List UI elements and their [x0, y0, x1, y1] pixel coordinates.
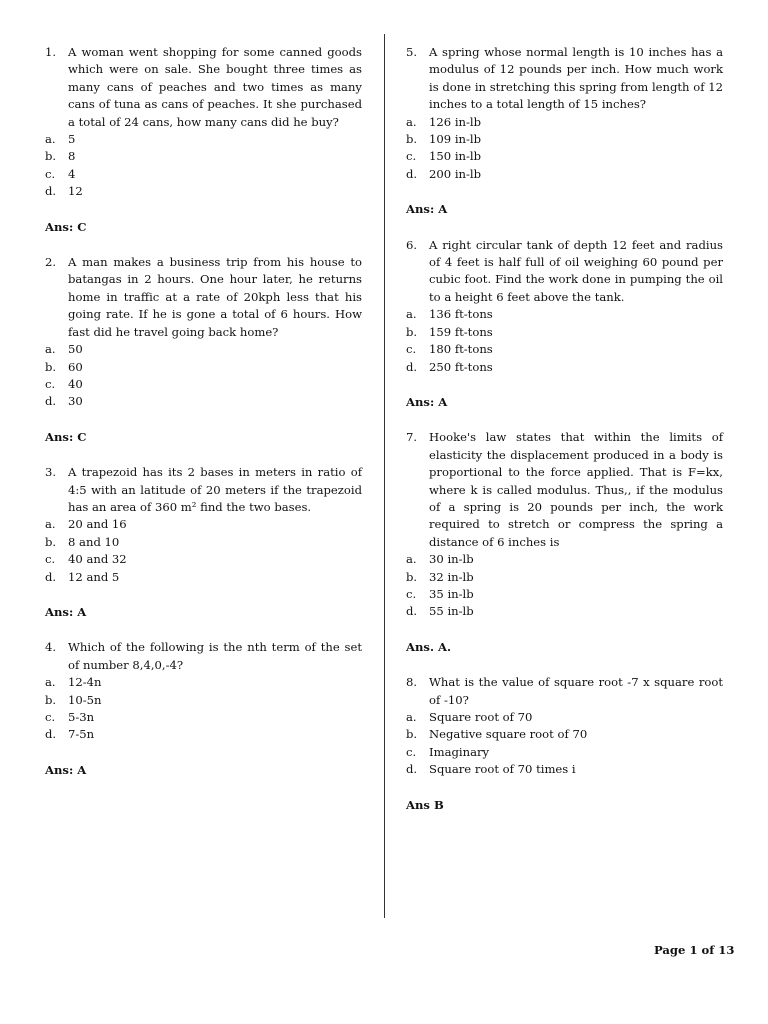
- question-row: [406, 674, 723, 709]
- question-number: 7.: [406, 430, 418, 445]
- question-number: 2.: [45, 255, 57, 270]
- answer-option: [406, 569, 723, 586]
- question-text: A right circular tank of depth 12 feet and radius of 4 feet is half full of oil weighing 60 pound per cubic foot. Find the work done in pumping the oil to a height 6 feet above the tank.: [429, 237, 723, 304]
- option-text: 159 ft-tons: [429, 324, 493, 339]
- option-letter: d.: [406, 604, 418, 619]
- question-item: [406, 429, 723, 656]
- option-letter: a.: [406, 114, 417, 129]
- question-row: [406, 44, 723, 114]
- option-letter: c.: [45, 376, 56, 391]
- answer-option: [406, 359, 723, 376]
- answer-key: Ans. A.: [406, 639, 452, 654]
- answer-option: [406, 114, 723, 131]
- option-text: 60: [68, 359, 83, 374]
- right-column: [406, 44, 723, 832]
- question-row: [45, 254, 362, 341]
- option-text: 180 ft-tons: [429, 342, 493, 357]
- left-column: [45, 44, 362, 797]
- answer-option: [406, 586, 723, 603]
- option-text: 250 ft-tons: [429, 359, 493, 374]
- answer-option: [45, 551, 362, 568]
- question-row: [406, 237, 723, 307]
- option-letter: a.: [45, 517, 56, 532]
- option-letter: a.: [45, 132, 56, 147]
- answer-option: [406, 324, 723, 341]
- option-text: 5-3n: [68, 710, 95, 724]
- question-item: [406, 674, 723, 814]
- answer-key: Ans: A: [406, 394, 448, 409]
- question-text: Hooke's law states that within the limits of elasticity the displacement produced in a body is proportional to the force applied. That is F=kx, where k is called modulus. Thus,, if the modulus of a spring is 20 pounds per inch, the work required to stretch or compress the spring a distance of 6 inches is: [429, 430, 723, 549]
- option-letter: c.: [45, 166, 56, 181]
- option-text: Imaginary: [429, 744, 490, 759]
- option-letter: c.: [45, 710, 56, 724]
- option-text: 12-4n: [68, 675, 102, 690]
- question-text: Which of the following is the nth term of the set of number 8,4,0,-4?: [68, 640, 362, 672]
- answer-option: [45, 726, 362, 743]
- option-text: 32 in-lb: [429, 569, 474, 584]
- question-text: A woman went shopping for some canned goods which were on sale. She bought three times as many cans of peaches and two times as many cans of tuna as cans of peaches. It she purchased a total of 24 cans, how many cans did he buy?: [68, 45, 362, 129]
- answer-option: [45, 341, 362, 358]
- option-text: 30 in-lb: [429, 552, 474, 567]
- option-text: 20 and 16: [68, 517, 127, 532]
- option-letter: d.: [45, 727, 57, 742]
- question-number: 5.: [406, 45, 418, 59]
- option-text: 40 and 32: [68, 552, 127, 567]
- answer-option: [406, 551, 723, 568]
- option-letter: a.: [406, 307, 417, 322]
- option-letter: c.: [406, 744, 417, 759]
- question-item: [406, 237, 723, 412]
- option-letter: b.: [406, 324, 418, 339]
- question-item: [45, 639, 362, 779]
- answer-option: [406, 131, 723, 148]
- option-letter: d.: [45, 394, 57, 409]
- answer-option: [406, 709, 723, 726]
- answer-option: [406, 744, 723, 761]
- option-text: 30: [68, 394, 83, 409]
- answer-option: [406, 306, 723, 323]
- option-text: Square root of 70 times i: [429, 762, 576, 777]
- option-letter: b.: [406, 132, 418, 147]
- answer-option: [406, 726, 723, 743]
- answer-option: [45, 166, 362, 183]
- answer-key: Ans: A: [45, 604, 87, 619]
- question-number: 1.: [45, 45, 57, 59]
- option-letter: b.: [45, 359, 57, 374]
- option-text: 50: [68, 342, 83, 357]
- question-row: [45, 639, 362, 674]
- question-text: What is the value of square root -7 x square root of -10?: [429, 675, 723, 707]
- option-letter: b.: [45, 149, 57, 164]
- option-letter: b.: [45, 692, 57, 707]
- option-text: 200 in-lb: [429, 166, 482, 181]
- option-letter: a.: [406, 710, 417, 724]
- answer-option: [45, 534, 362, 551]
- answer-option: [45, 516, 362, 533]
- option-letter: b.: [406, 569, 418, 584]
- answer-key: Ans B: [406, 797, 444, 812]
- option-text: 10-5n: [68, 692, 102, 707]
- answer-option: [45, 359, 362, 376]
- option-text: 109 in-lb: [429, 132, 482, 147]
- question-number: 4.: [45, 640, 57, 655]
- option-letter: a.: [45, 675, 56, 690]
- answer-key: Ans: C: [45, 219, 87, 234]
- answer-option: [45, 183, 362, 200]
- question-text: A spring whose normal length is 10 inches has a modulus of 12 pounds per inch. How much work is done in stretching this spring from length of 12 inches to a total length of 15 inches?: [429, 45, 723, 112]
- question-number: 3.: [45, 465, 57, 480]
- option-letter: b.: [45, 534, 57, 549]
- option-text: 7-5n: [68, 727, 95, 742]
- question-item: [45, 254, 362, 446]
- answer-option: [45, 569, 362, 586]
- question-item: [45, 464, 362, 621]
- option-letter: c.: [406, 149, 417, 164]
- option-text: 8: [68, 149, 76, 164]
- option-letter: d.: [45, 569, 57, 584]
- answer-key: Ans: A: [45, 762, 87, 777]
- answer-key: Ans: C: [45, 429, 87, 444]
- answer-key: Ans: A: [406, 202, 448, 217]
- answer-option: [45, 148, 362, 165]
- option-letter: d.: [406, 166, 418, 181]
- answer-option: [45, 692, 362, 709]
- answer-option: [406, 761, 723, 778]
- option-letter: b.: [406, 727, 418, 742]
- option-text: 40: [68, 376, 83, 391]
- question-item: [45, 44, 362, 236]
- column-divider: [384, 34, 385, 918]
- option-text: 126 in-lb: [429, 114, 482, 129]
- option-text: Negative square root of 70: [429, 727, 588, 742]
- option-text: 12: [68, 184, 83, 199]
- option-text: Square root of 70: [429, 710, 533, 724]
- answer-option: [406, 148, 723, 165]
- answer-option: [406, 341, 723, 358]
- option-text: 35 in-lb: [429, 586, 474, 601]
- option-letter: d.: [406, 762, 418, 777]
- answer-option: [406, 166, 723, 183]
- option-letter: c.: [406, 586, 417, 601]
- answer-option: [45, 376, 362, 393]
- question-row: [45, 464, 362, 516]
- question-number: 6.: [406, 237, 418, 252]
- option-letter: c.: [406, 342, 417, 357]
- option-letter: a.: [45, 342, 56, 357]
- option-text: 12 and 5: [68, 569, 120, 584]
- answer-option: [45, 393, 362, 410]
- option-text: 8 and 10: [68, 534, 120, 549]
- question-text: A man makes a business trip from his house to batangas in 2 hours. One hour later, he returns home in traffic at a rate of 20kph less that his going rate. If he is gone a total of 6 hours. How fast did he travel going back home?: [68, 255, 362, 339]
- question-item: [406, 44, 723, 219]
- answer-option: [45, 131, 362, 148]
- answer-option: [45, 674, 362, 691]
- option-letter: d.: [406, 359, 418, 374]
- answer-option: [406, 603, 723, 620]
- option-text: 4: [68, 166, 76, 181]
- question-row: [45, 44, 362, 131]
- option-text: 136 ft-tons: [429, 307, 493, 322]
- question-number: 8.: [406, 675, 418, 690]
- option-letter: d.: [45, 184, 57, 199]
- question-row: [406, 429, 723, 551]
- option-text: 55 in-lb: [429, 604, 474, 619]
- option-text: 150 in-lb: [429, 149, 482, 164]
- option-text: 5: [68, 132, 76, 147]
- answer-option: [45, 709, 362, 726]
- question-text: A trapezoid has its 2 bases in meters in ratio of 4:5 with an latitude of 20 meters if the trapezoid has an area of 360 m² find the two bases.: [68, 465, 362, 514]
- option-letter: a.: [406, 552, 417, 567]
- option-letter: c.: [45, 552, 56, 567]
- page-number: Page 1 of 13: [654, 943, 735, 957]
